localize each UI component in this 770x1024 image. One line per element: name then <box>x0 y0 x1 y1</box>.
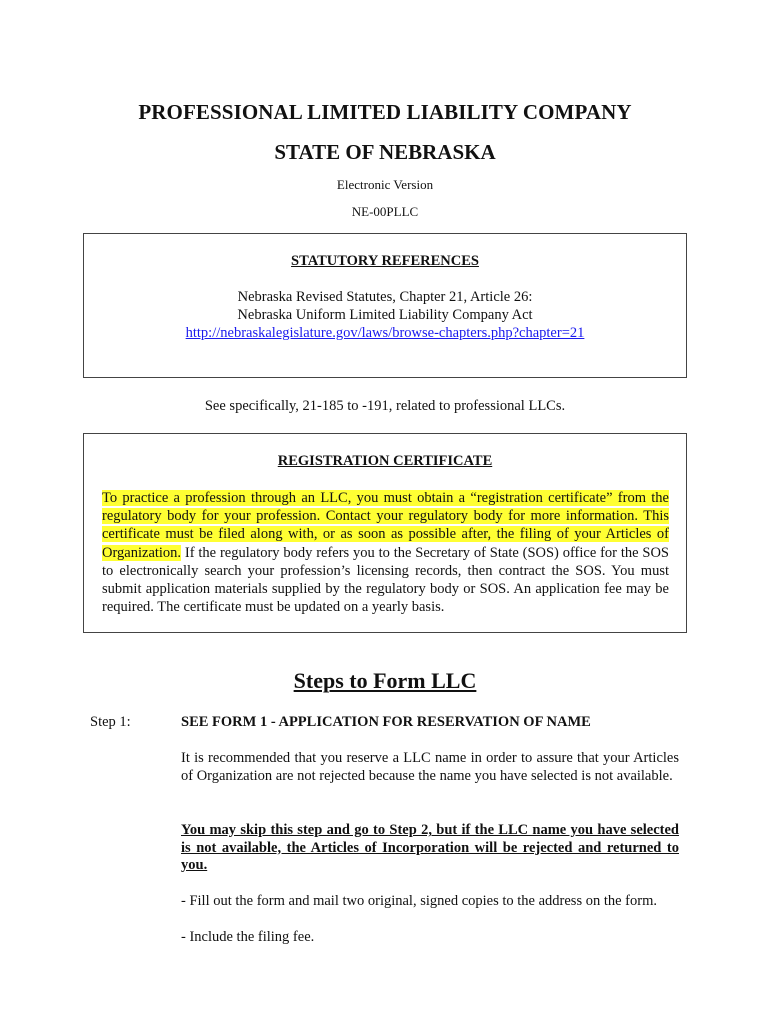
form-code: NE-00PLLC <box>351 204 419 219</box>
document-subtitle: STATE OF NEBRASKA <box>274 140 496 164</box>
registration-certificate-body <box>102 489 669 616</box>
document-title: PROFESSIONAL LIMITED LIABILITY COMPANY <box>138 100 632 124</box>
step-1-instruction-fee: - Include the filing fee. <box>181 929 315 945</box>
registration-certificate-heading: REGISTRATION CERTIFICATE <box>277 453 493 469</box>
step-1-heading: SEE FORM 1 - APPLICATION FOR RESERVATION OF NAME <box>181 714 591 730</box>
step-1-label: Step 1: <box>90 714 131 730</box>
steps-title: Steps to Form LLC <box>293 668 477 693</box>
step-1-warning: You may skip this step and go to Step 2, but if the LLC name you have selected is not available, the Articles of Incorporation will be rejected and returned to you. <box>181 822 679 874</box>
statutory-references-box <box>83 233 687 378</box>
statute-line-2: Nebraska Uniform Limited Liability Company Act <box>237 307 533 323</box>
statute-line-1: Nebraska Revised Statutes, Chapter 21, Article 26: <box>237 289 533 305</box>
step-1-instruction-mail: - Fill out the form and mail two original, signed copies to the address on the form. <box>181 893 657 909</box>
step-1-paragraph-1: It is recommended that you reserve a LLC name in order to assure that your Articles of Organization are not rejected because the name you have selected is not available. <box>181 750 679 784</box>
see-specifically-note: See specifically, 21-185 to -191, related to professional LLCs. <box>204 398 566 414</box>
statutory-references-heading: STATUTORY REFERENCES <box>291 253 479 269</box>
version-label: Electronic Version <box>336 177 434 192</box>
highlighted-text: To practice a profession through an LLC, you must obtain a “registration certificate” from the regulatory body for your profession. Contact your regulatory body for more information. This certificate must be filed along with, or as soon as possible after, the filing of your Articles of Organization. <box>102 490 669 561</box>
plain-text: If the regulatory body refers you to the Secretary of State (SOS) office for the SOS to electronically search your profession’s licensing records, then contract the SOS. You must submit application materials supplied by the regulatory body or SOS. An application fee may be required. The certificate must be updated on a yearly basis. <box>102 544 669 616</box>
statute-link[interactable]: http://nebraskalegislature.gov/laws/browse-chapters.php?chapter=21 <box>185 325 585 341</box>
registration-certificate-box <box>83 433 687 633</box>
